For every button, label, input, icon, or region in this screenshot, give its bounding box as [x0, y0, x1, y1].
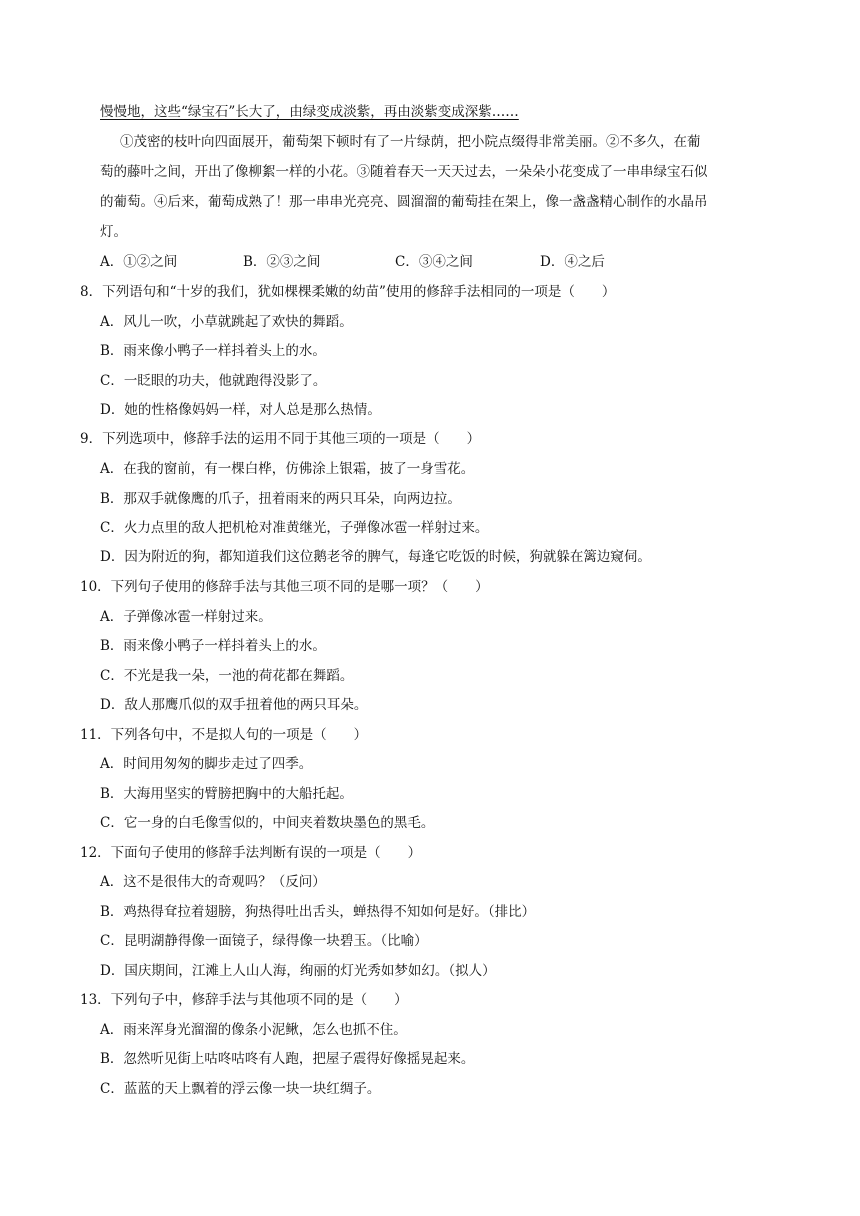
passage-line: ①茂密的枝叶向四面展开，葡萄架下顿时有了一片绿荫，把小院点缀得非常美丽。②不多久，在葡 [120, 134, 701, 150]
question-13-option: A．雨来浑身光溜溜的像条小泥鳅，怎么也抓不住。 [100, 1022, 407, 1038]
question-11-stem: 11．下列各句中，不是拟人句的一项是（ ） [80, 727, 368, 743]
question-9-option: B．那双手就像鹰的爪子，扭着雨来的两只耳朵，向两边拉。 [100, 491, 461, 507]
question-8-option: C．一眨眼的功夫，他就跑得没影了。 [100, 373, 327, 389]
question-12-option: A．这不是很伟大的奇观吗？（反问） [100, 874, 326, 890]
question-10-stem: 10．下列句子使用的修辞手法与其他三项不同的是哪一项？（ ） [80, 579, 489, 595]
passage-intro: 慢慢地，这些“绿宝石”长大了，由绿变成淡紫，再由淡紫变成深紫…… [100, 104, 519, 120]
question-11-option: A．时间用匆匆的脚步走过了四季。 [100, 756, 313, 772]
question-12-option: C．昆明湖静得像一面镜子，绿得像一块碧玉。（比喻） [100, 933, 428, 949]
question-9-option: A．在我的窗前，有一棵白桦，仿佛涂上银霜，披了一身雪花。 [100, 461, 475, 477]
option-b: B．②③之间 [243, 254, 321, 270]
question-13-stem: 13．下列句子中，修辞手法与其他项不同的是（ ） [80, 992, 408, 1008]
question-12-option: D．国庆期间，江滩上人山人海，绚丽的灯光秀如梦如幻。（拟人） [100, 963, 496, 979]
question-12-stem: 12．下面句子使用的修辞手法判断有误的一项是（ ） [80, 845, 422, 861]
question-9-option: D．因为附近的狗，都知道我们这位鹅老爷的脾气，每逢它吃饭的时候，狗就躲在篱边窥伺。 [100, 549, 651, 565]
question-11-option: C．它一身的白毛像雪似的，中间夹着数块墨色的黑毛。 [100, 815, 435, 831]
question-9-option: C．火力点里的敌人把机枪对准黄继光，子弹像冰雹一样射过来。 [100, 520, 489, 536]
option-d: D．④之后 [540, 254, 605, 270]
question-10-option: B．雨来像小鸭子一样抖着头上的水。 [100, 638, 326, 654]
question-8-option: D．她的性格像妈妈一样，对人总是那么热情。 [100, 402, 381, 418]
question-10-option: C．不光是我一朵，一池的荷花都在舞蹈。 [100, 668, 354, 684]
passage-line: 萄的藤叶之间，开出了像柳絮一样的小花。③随着春天一天天过去，一朵朵小花变成了一串串绿宝石似 [100, 164, 708, 180]
question-9-stem: 9．下列选项中，修辞手法的运用不同于其他三项的一项是（ ） [80, 431, 481, 447]
option-a: A．①②之间 [100, 254, 178, 270]
question-8-option: B．雨来像小鸭子一样抖着头上的水。 [100, 343, 326, 359]
question-13-option: B．忽然听见街上咕咚咕咚有人跑，把屋子震得好像摇晃起来。 [100, 1051, 475, 1067]
question-10-option: D．敌人那鹰爪似的双手扭着他的两只耳朵。 [100, 697, 368, 713]
option-c: C．③④之间 [395, 254, 473, 270]
question-11-option: B．大海用坚实的臂膀把胸中的大船托起。 [100, 786, 353, 802]
passage-line: 灯。 [100, 224, 127, 240]
question-10-option: A．子弹像冰雹一样射过来。 [100, 609, 272, 625]
passage-line: 的葡萄。④后来，葡萄成熟了！那一串串光亮亮、圆溜溜的葡萄挂在架上，像一盏盏精心制作的水晶吊 [100, 194, 708, 210]
question-8-option: A．风儿一吹，小草就跳起了欢快的舞蹈。 [100, 314, 353, 330]
question-13-option: C．蓝蓝的天上飘着的浮云像一块一块红绸子。 [100, 1081, 381, 1097]
question-8-stem: 8．下列语句和“十岁的我们，犹如棵棵柔嫩的幼苗”使用的修辞手法相同的一项是（ ） [80, 284, 616, 300]
question-12-option: B．鸡热得耷拉着翅膀，狗热得吐出舌头，蝉热得不知如何是好。（排比） [100, 904, 536, 920]
passage-options [100, 252, 720, 272]
